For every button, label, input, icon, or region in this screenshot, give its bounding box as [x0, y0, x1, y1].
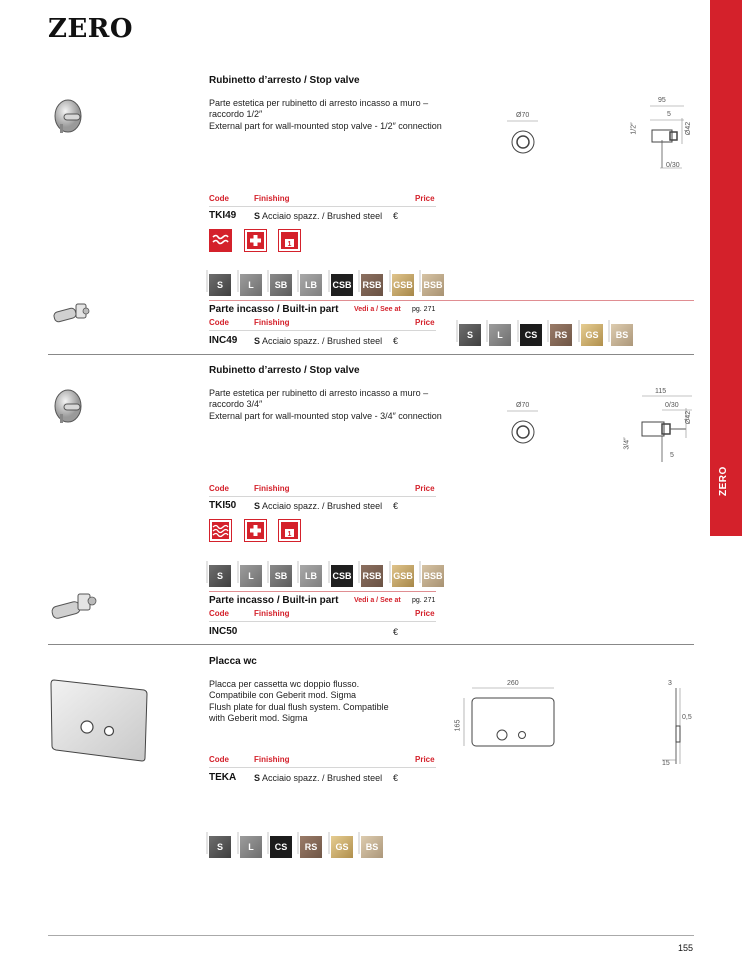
- finish-swatch-rs: RS: [550, 324, 572, 346]
- product-code: TEKA: [209, 772, 237, 783]
- row-divider: [209, 330, 436, 331]
- dim-shaft-diameter: Ø42: [685, 410, 693, 425]
- code-header: Code: [209, 609, 229, 618]
- dim-diameter: Ø70: [516, 112, 530, 119]
- page-reference: pg. 271: [412, 306, 436, 313]
- stop-valve-product-image: [50, 96, 90, 140]
- price-value: €: [393, 773, 399, 783]
- side-view-drawing: [623, 392, 702, 466]
- dim-height: 165: [454, 719, 462, 732]
- dim-diameter: Ø70: [516, 402, 530, 409]
- builtin-divider: [209, 591, 436, 592]
- finishing-header: Finishing: [254, 318, 290, 327]
- class-one-icon: [278, 229, 301, 252]
- row-divider: [209, 496, 436, 497]
- code-header: Code: [209, 484, 229, 493]
- section-title: Rubinetto d’arresto / Stop valve: [209, 365, 360, 376]
- swiss-cross-icon: [244, 519, 267, 542]
- finish-swatch-rsb: RSB: [361, 274, 383, 296]
- price-value: €: [393, 211, 399, 221]
- finishing-header: Finishing: [254, 609, 290, 618]
- front-view-drawing: [460, 680, 560, 760]
- see-at-link[interactable]: Vedi a / See at: [354, 597, 401, 604]
- section-title: Rubinetto d’arresto / Stop valve: [209, 75, 360, 86]
- finish-swatch-s: S: [459, 324, 481, 346]
- finish-swatch-cs: CS: [520, 324, 542, 346]
- finish-swatch-gs: GS: [331, 836, 353, 858]
- finish-swatch-csb: CSB: [331, 274, 353, 296]
- price-value: €: [393, 501, 399, 511]
- finishing-value: S Acciaio spazz. / Brushed steel: [254, 501, 383, 511]
- finish-swatch-csb: CSB: [331, 565, 353, 587]
- finish-swatch-l: L: [240, 565, 262, 587]
- description-it: Parte estetica per rubinetto di arresto incasso a muro – raccordo 1/2″: [209, 98, 429, 119]
- page-number: 155: [678, 943, 694, 953]
- price-value: €: [393, 336, 399, 346]
- description-it: Parte estetica per rubinetto di arresto incasso a muro – raccordo 3/4″: [209, 388, 429, 409]
- finish-swatch-sb: SB: [270, 565, 292, 587]
- svg-text:1: 1: [287, 241, 292, 248]
- svg-text:1: 1: [287, 531, 292, 538]
- product-code: TKI50: [209, 500, 237, 511]
- code-header: Code: [209, 194, 229, 203]
- finishing-header: Finishing: [254, 194, 290, 203]
- code-header: Code: [209, 318, 229, 327]
- dim-offset: 5: [670, 452, 674, 459]
- finish-swatch-cs: CS: [270, 836, 292, 858]
- section-divider: [48, 354, 694, 355]
- section-title: Placca wc: [209, 656, 257, 667]
- price-value: €: [393, 627, 399, 637]
- finish-swatch-bs: BS: [611, 324, 633, 346]
- builtin-title: Parte incasso / Built-in part: [209, 304, 339, 315]
- price-header: Price: [415, 609, 435, 618]
- builtin-title: Parte incasso / Built-in part: [209, 595, 339, 606]
- finish-swatch-bsb: BSB: [422, 565, 444, 587]
- front-view-drawing: [505, 112, 545, 160]
- water-flow-icon: [209, 519, 232, 542]
- dim-range: 0/30: [665, 402, 679, 409]
- price-header: Price: [415, 484, 435, 493]
- finishing-value: S Acciaio spazz. / Brushed steel: [254, 211, 383, 221]
- builtin-part-image: [48, 590, 100, 624]
- dim-connection: 1/2″: [630, 122, 638, 135]
- product-code: TKI49: [209, 210, 237, 221]
- description-it: Placca per cassetta wc doppio flusso. Compatibile con Geberit mod. Sigma: [209, 679, 360, 700]
- price-header: Price: [415, 755, 435, 764]
- finish-swatch-rs: RS: [300, 836, 322, 858]
- dim-width: 260: [507, 680, 519, 687]
- finish-swatch-bsb: BSB: [422, 274, 444, 296]
- finishing-header: Finishing: [254, 755, 290, 764]
- see-at-link[interactable]: Vedi a / See at: [354, 306, 401, 313]
- section-divider: [48, 644, 694, 645]
- dim-thickness: 0,5: [682, 714, 692, 721]
- water-flow-icon: [209, 229, 232, 252]
- finish-swatch-l: L: [240, 274, 262, 296]
- builtin-divider: [209, 300, 694, 301]
- product-code: INC49: [209, 335, 238, 346]
- finish-swatch-gsb: GSB: [392, 565, 414, 587]
- finish-swatch-s: S: [209, 274, 231, 296]
- dim-depth: 3: [668, 680, 672, 687]
- side-view-drawing: [660, 684, 700, 768]
- product-code: INC50: [209, 626, 238, 637]
- finish-swatch-gsb: GSB: [392, 274, 414, 296]
- dim-connection: 3/4″: [623, 437, 631, 450]
- finish-swatch-sb: SB: [270, 274, 292, 296]
- dim-width: 95: [658, 97, 666, 104]
- description-en: External part for wall-mounted stop valve - 1/2″ connection: [209, 121, 442, 131]
- finish-swatch-lb: LB: [300, 274, 322, 296]
- dim-offset: 5: [667, 111, 671, 118]
- description-en: Flush plate for dual flush system. Compatible with Geberit mod. Sigma: [209, 702, 389, 723]
- dim-shaft-diameter: Ø42: [685, 121, 693, 136]
- page-reference: pg. 271: [412, 597, 436, 604]
- finish-swatch-lb: LB: [300, 565, 322, 587]
- dim-width: 115: [655, 388, 667, 395]
- dim-bottom: 15: [662, 760, 670, 767]
- finish-swatch-rsb: RSB: [361, 565, 383, 587]
- builtin-part-image: [48, 300, 92, 330]
- brand-title: ZERO: [48, 14, 134, 44]
- row-divider: [209, 767, 436, 768]
- description-en: External part for wall-mounted stop valve - 3/4″ connection: [209, 411, 442, 421]
- finish-swatch-l: L: [240, 836, 262, 858]
- front-view-drawing: [505, 402, 545, 450]
- finish-swatch-l: L: [489, 324, 511, 346]
- side-tab-label: ZERO: [718, 466, 729, 496]
- finish-swatch-gs: GS: [581, 324, 603, 346]
- finish-swatch-s: S: [209, 565, 231, 587]
- swiss-cross-icon: [244, 229, 267, 252]
- row-divider: [209, 206, 436, 207]
- flush-plate-product-image: [48, 676, 150, 764]
- class-one-icon: [278, 519, 301, 542]
- code-header: Code: [209, 755, 229, 764]
- price-header: Price: [415, 194, 435, 203]
- dim-range: 0/30: [666, 162, 680, 169]
- price-header: Price: [415, 318, 435, 327]
- finishing-header: Finishing: [254, 484, 290, 493]
- stop-valve-product-image: [50, 386, 90, 430]
- finish-swatch-bs: BS: [361, 836, 383, 858]
- side-tab: [710, 0, 742, 536]
- footer-divider: [48, 935, 694, 936]
- row-divider: [209, 621, 436, 622]
- finishing-value: S Acciaio spazz. / Brushed steel: [254, 773, 383, 783]
- finish-swatch-s: S: [209, 836, 231, 858]
- finishing-value: S Acciaio spazz. / Brushed steel: [254, 336, 383, 346]
